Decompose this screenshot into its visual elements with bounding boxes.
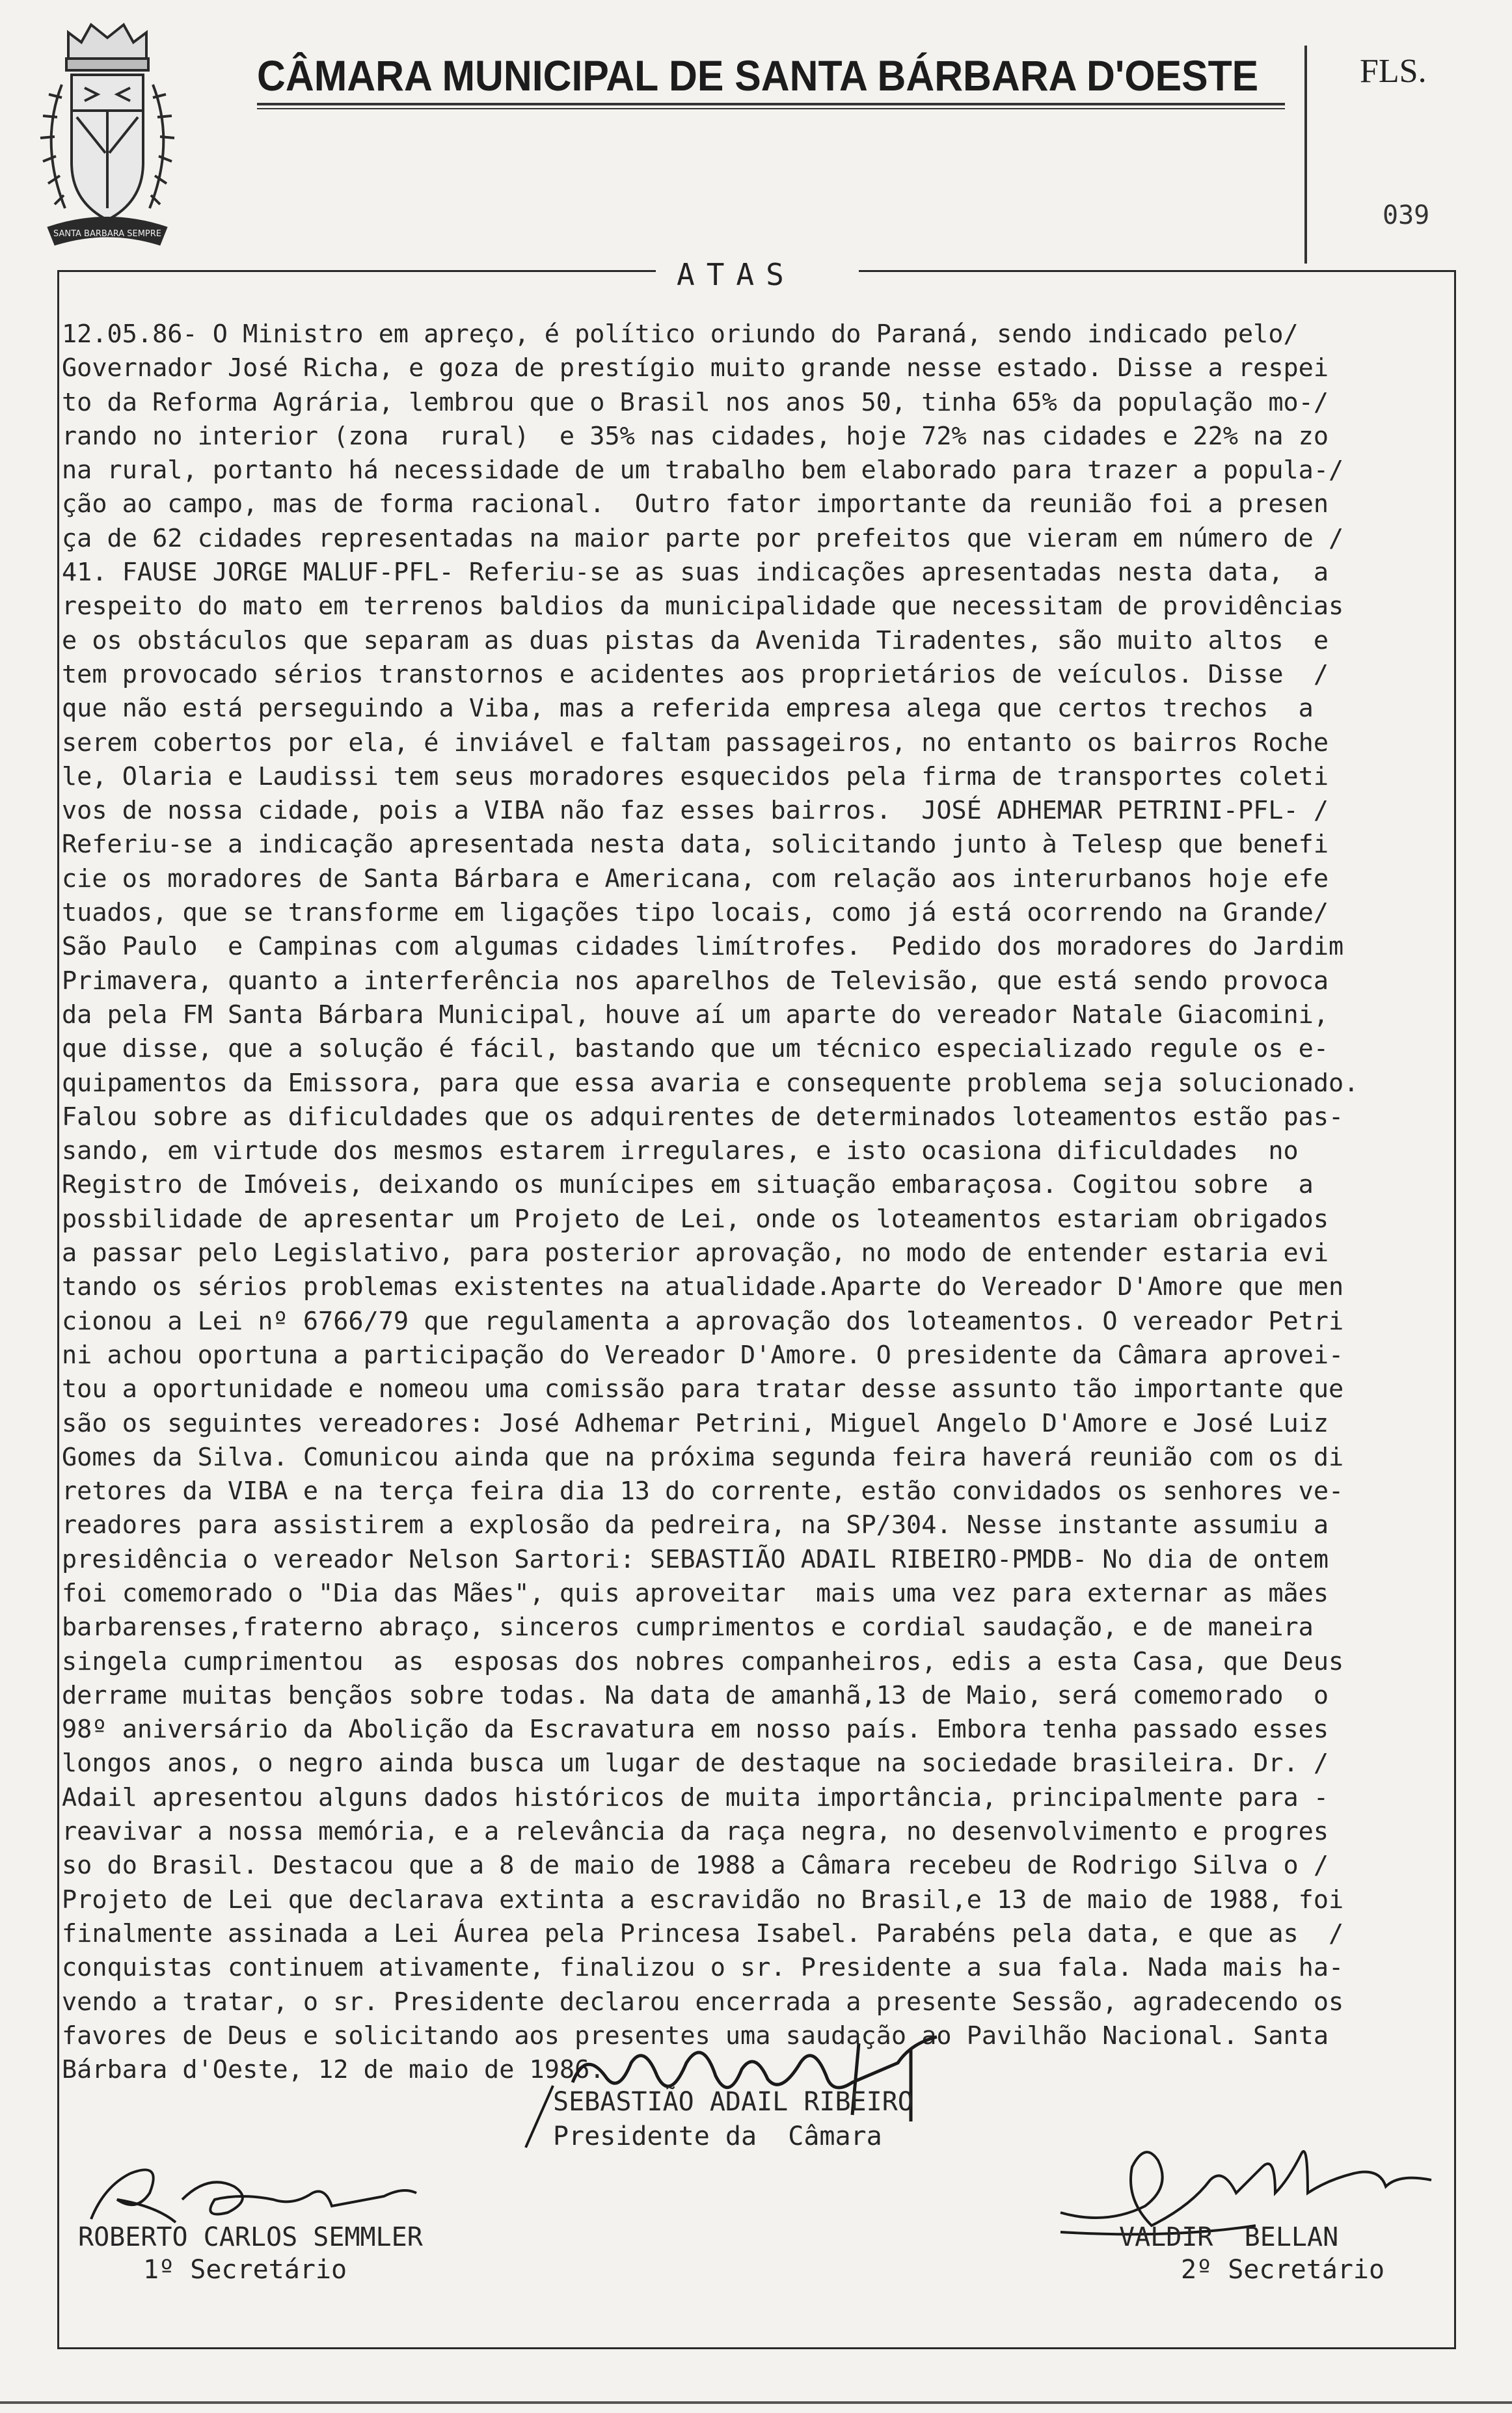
minutes-line: retores da VIBA e na terça feira dia 13 do corrente, estão convidados os senhores ve-: [62, 1477, 1344, 1506]
first-secretary-role: 1º Secretário: [143, 2255, 347, 2285]
minutes-line: Projeto de Lei que declarava extinta a escravidão no Brasil,e 13 de maio de 1988, foi: [62, 1885, 1344, 1915]
minutes-line: que disse, que a solução é fácil, bastando que um técnico especializado regule os e-: [62, 1034, 1329, 1064]
minutes-line: conquistas continuem ativamente, finalizou o sr. Presidente a sua fala. Nada mais ha-: [62, 1953, 1344, 1983]
minutes-line: ção ao campo, mas de forma racional. Outro fator importante da reunião foi a presen: [62, 489, 1329, 519]
minutes-text: [62, 318, 1461, 2087]
minutes-line: serem cobertos por ela, é inviável e faltam passageiros, no entanto os bairros Roche: [62, 728, 1329, 757]
president-name: SEBASTIÃO ADAIL RIBEIRO: [553, 2087, 913, 2117]
minutes-line: respeito do mato em terrenos baldios da municipalidade que necessitam de providências: [62, 592, 1344, 621]
header-rule-bottom: [257, 108, 1285, 109]
header-rule-top: [257, 103, 1285, 105]
minutes-line: Bárbara d'Oeste, 12 de maio de 1986.: [62, 2055, 605, 2085]
minutes-line: 12.05.86- O Ministro em apreço, é político oriundo do Paraná, sendo indicado pelo/: [62, 320, 1299, 349]
minutes-line: tuados, que se transforme em ligações tipo locais, como já está ocorrendo na Grande/: [62, 898, 1329, 928]
minutes-line: to da Reforma Agrária, lembrou que o Brasil nos anos 50, tinha 65% da população mo-/: [62, 387, 1329, 417]
page-number: 039: [1383, 200, 1430, 230]
minutes-line: ni achou oportuna a participação do Vereador D'Amore. O presidente da Câmara aprovei-: [62, 1340, 1344, 1370]
minutes-line: Governador José Richa, e goza de prestígio muito grande nesse estado. Disse a respei: [62, 353, 1329, 383]
minutes-line: 98º aniversário da Abolição da Escravatura em nosso país. Embora tenha passado esses: [62, 1715, 1329, 1745]
minutes-line: readores para assistirem a explosão da pedreira, na SP/304. Nesse instante assumiu a: [62, 1510, 1329, 1540]
minutes-line: vendo a tratar, o sr. Presidente declarou encerrada a presente Sessão, agradecendo os: [62, 1987, 1344, 2017]
minutes-line: São Paulo e Campinas com algumas cidades limítrofes. Pedido dos moradores do Jardim: [62, 932, 1344, 962]
fls-label: FLS.: [1360, 53, 1427, 90]
minutes-line: e os obstáculos que separam as duas pistas da Avenida Tiradentes, são muito altos e: [62, 625, 1329, 655]
president-signature-stroke: [520, 2082, 560, 2154]
minutes-line: presidência o vereador Nelson Sartori: SEBASTIÃO ADAIL RIBEIRO-PMDB- No dia de ontem: [62, 1544, 1329, 1574]
crest-motto: SANTA BARBARA SEMPRE: [53, 229, 162, 239]
institution-title: CÂMARA MUNICIPAL DE SANTA BÁRBARA D'OESTE: [257, 51, 1259, 100]
minutes-line: tou a oportunidade e nomeou uma comissão para tratar desse assunto tão importante que: [62, 1374, 1344, 1404]
minutes-line: possbilidade de apresentar um Projeto de Lei, onde os loteamentos estariam obrigados: [62, 1204, 1329, 1234]
president-role: Presidente da Câmara: [553, 2121, 882, 2151]
minutes-line: tem provocado sérios transtornos e acidentes aos proprietários de veículos. Disse /: [62, 659, 1329, 689]
minutes-line: Adail apresentou alguns dados históricos de muita importância, principalmente para -: [62, 1782, 1329, 1812]
minutes-line: cionou a Lei nº 6766/79 que regulamenta a aprovação dos loteamentos. O vereador Petri: [62, 1306, 1344, 1336]
second-secretary-role: 2º Secretário: [1181, 2255, 1385, 2285]
minutes-line: vos de nossa cidade, pois a VIBA não faz esses bairros. JOSÉ ADHEMAR PETRINI-PFL- /: [62, 796, 1329, 826]
first-secretary-name: ROBERTO CARLOS SEMMLER: [78, 2222, 423, 2252]
minutes-line: sando, em virtude dos mesmos estarem irregulares, e isto ocasiona dificuldades no: [62, 1136, 1299, 1166]
minutes-line: foi comemorado o "Dia das Mães", quis aproveitar mais uma vez para externar as mães: [62, 1578, 1329, 1608]
minutes-line: Registro de Imóveis, deixando os munícipes em situação embaraçosa. Cogitou sobre a: [62, 1170, 1314, 1200]
minutes-line: barbarenses,fraterno abraço, sinceros cumprimentos e cordial saudação, e de maneira: [62, 1613, 1314, 1643]
minutes-line: Gomes da Silva. Comunicou ainda que na próxima segunda feira haverá reunião com os di: [62, 1442, 1344, 1472]
minutes-line: Referiu-se a indicação apresentada nesta data, solicitando junto à Telesp que benefi: [62, 830, 1329, 860]
header-divider: [1304, 46, 1307, 264]
minutes-line: favores de Deus e solicitando aos presentes uma saudação ao Pavilhão Nacional. Santa: [62, 2021, 1329, 2051]
minutes-line: reavivar a nossa memória, e a relevância da raça negra, no desenvolvimento e progres: [62, 1817, 1329, 1847]
page-bottom-edge: [0, 2401, 1512, 2404]
minutes-line: que não está perseguindo a Viba, mas a referida empresa alega que certos trechos a: [62, 694, 1314, 724]
second-secretary-name: VALDIR BELLAN: [1119, 2222, 1339, 2252]
minutes-line: tando os sérios problemas existentes na atualidade.Aparte do Vereador D'Amore que men: [62, 1272, 1344, 1302]
minutes-line: da pela FM Santa Bárbara Municipal, houve aí um aparte do vereador Natale Giacomini,: [62, 1000, 1329, 1029]
first-secretary-signature: [78, 2147, 442, 2232]
minutes-line: cie os moradores de Santa Bárbara e Americana, com relação aos interurbanos hoje efe: [62, 864, 1329, 893]
minutes-line: são os seguintes vereadores: José Adhemar Petrini, Miguel Angelo D'Amore e José Luiz: [62, 1408, 1329, 1438]
minutes-line: finalmente assinada a Lei Áurea pela Princesa Isabel. Parabéns pela data, e que as /: [62, 1918, 1344, 1948]
minutes-line: ça de 62 cidades representadas na maior parte por prefeitos que vieram em número de /: [62, 523, 1344, 553]
minutes-line: derrame muitas bençãos sobre todas. Na data de amanhã,13 de Maio, será comemorado o: [62, 1680, 1329, 1710]
minutes-line: quipamentos da Emissora, para que essa avaria e consequente problema seja solucionado.: [62, 1068, 1359, 1098]
minutes-line: na rural, portanto há necessidade de um trabalho bem elaborado para trazer a popula-/: [62, 456, 1344, 485]
minutes-line: le, Olaria e Laudissi tem seus moradores esquecidos pela firma de transportes coleti: [62, 761, 1329, 791]
minutes-line: longos anos, o negro ainda busca um lugar de destaque na sociedade brasileira. Dr. /: [62, 1749, 1329, 1779]
minutes-line: Primavera, quanto a interferência nos aparelhos de Televisão, que está sendo provoca: [62, 966, 1329, 996]
minutes-line: singela cumprimentou as esposas dos nobres companheiros, edis a esta Casa, que Deus: [62, 1646, 1344, 1676]
minutes-line: rando no interior (zona rural) e 35% nas cidades, hoje 72% nas cidades e 22% na zo: [62, 421, 1329, 451]
minutes-line: 41. FAUSE JORGE MALUF-PFL- Referiu-se as suas indicações apresentadas nesta data, a: [62, 558, 1329, 588]
minutes-line: so do Brasil. Destacou que a 8 de maio de 1988 a Câmara recebeu de Rodrigo Silva o /: [62, 1851, 1329, 1881]
municipal-crest-icon: [26, 13, 189, 254]
section-title: ATAS: [677, 257, 796, 292]
minutes-line: a passar pelo Legislativo, para posterior aprovação, no modo de entender estaria evi: [62, 1238, 1329, 1268]
minutes-line: Falou sobre as dificuldades que os adquirentes de determinados loteamentos estão pas-: [62, 1102, 1344, 1132]
